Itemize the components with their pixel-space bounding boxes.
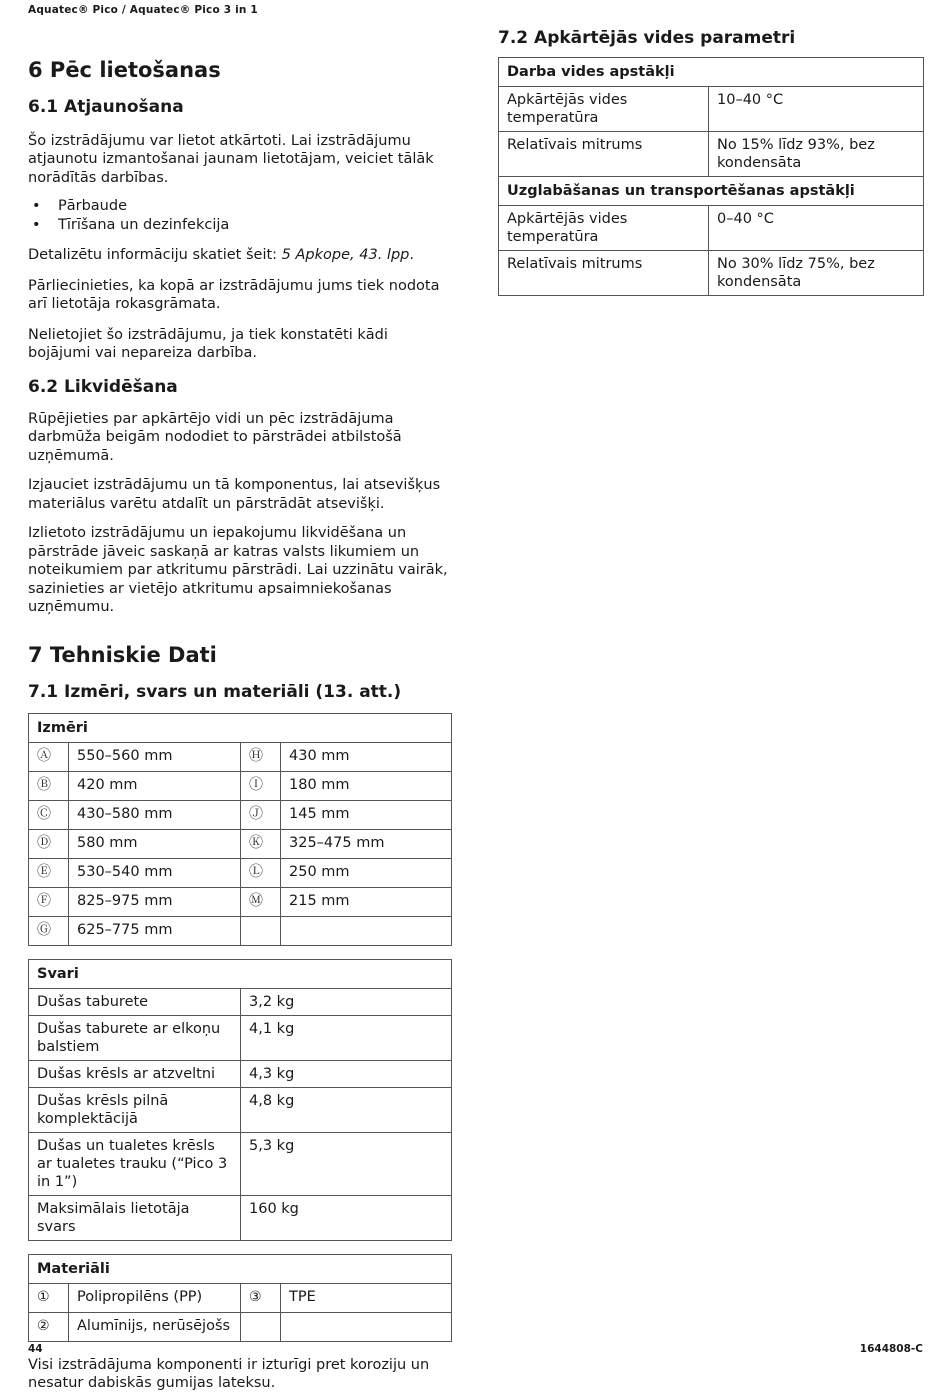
environment-table: [498, 57, 924, 296]
material-name: [281, 1312, 452, 1341]
section-7-1-title: 7.1 Izmēri, svars un materiāli (13. att.): [28, 682, 402, 703]
reference-suffix: .: [409, 247, 414, 264]
parameter-label: Apkārtējās vides temperatūra: [499, 87, 709, 132]
dimension-value: 215 mm: [281, 887, 452, 916]
dimension-symbol: Ⓕ: [29, 887, 69, 916]
list-item: • Pārbaude: [28, 197, 452, 216]
dimension-symbol: Ⓛ: [241, 858, 281, 887]
dimension-symbol: Ⓑ: [29, 771, 69, 800]
materials-table: [28, 1254, 452, 1342]
table-row: [29, 1312, 452, 1341]
parameter-value: 10–40 °C: [709, 87, 924, 132]
disposal-paragraph-1: Rūpējieties par apkārtējo vidi un pēc izstrādājuma darbmūža beigām nododiet to pārstrādei atbilstošā uzņēmumā.: [28, 410, 402, 464]
dimension-value: 625–775 mm: [69, 916, 241, 945]
table-row: [29, 858, 452, 887]
table-row: [29, 771, 452, 800]
dimension-symbol: Ⓔ: [29, 858, 69, 887]
document-code: 1644808-C: [859, 1343, 923, 1355]
material-name: Alumīnijs, nerūsējošs: [69, 1312, 241, 1341]
section-7-2-title: 7.2 Apkārtējās vides parametri: [498, 28, 796, 48]
damage-warning-paragraph: Nelietojiet šo izstrādājumu, ja tiek konstatēti kādi bojājumi vai nepareiza darbība.: [28, 326, 388, 362]
material-name: Polipropilēns (PP): [69, 1283, 241, 1312]
table-row: [29, 988, 452, 1015]
weight-label: Maksimālais lietotāja svars: [29, 1195, 241, 1240]
weight-value: 4,1 kg: [241, 1015, 452, 1060]
table-row: [29, 1132, 452, 1195]
weight-label: Dušas taburete: [29, 988, 241, 1015]
dimension-value: 430 mm: [281, 742, 452, 771]
dimension-value: 145 mm: [281, 800, 452, 829]
table-row: [499, 87, 924, 132]
dimension-symbol: [241, 916, 281, 945]
weight-label: Dušas krēsls ar atzveltni: [29, 1060, 241, 1087]
weight-value: 3,2 kg: [241, 988, 452, 1015]
table-row: [29, 800, 452, 829]
section-6-2-title: 6.2 Likvidēšana: [28, 376, 178, 397]
table-row: [499, 251, 924, 296]
dimension-value: 250 mm: [281, 858, 452, 887]
disposal-paragraph-2: Izjauciet izstrādājumu un tā komponentus, lai atsevišķus materiālus varētu atdalīt un pārstrādāt atsevišķi.: [28, 477, 441, 512]
parameter-value: 0–40 °C: [709, 206, 924, 251]
table-row: [29, 887, 452, 916]
section-7-title: 7 Tehniskie Dati: [28, 642, 217, 667]
dimension-value: [281, 916, 452, 945]
reference-prefix: Detalizētu informāciju skatiet šeit:: [28, 247, 282, 264]
weight-label: Dušas taburete ar elkoņu balstiem: [29, 1015, 241, 1060]
parameter-label: Apkārtējās vides temperatūra: [499, 206, 709, 251]
table-row: [29, 1195, 452, 1240]
material-symbol: [241, 1312, 281, 1341]
material-symbol: ②: [29, 1312, 69, 1341]
dimension-value: 325–475 mm: [281, 829, 452, 858]
table-row: [29, 829, 452, 858]
dimension-value: 825–975 mm: [69, 887, 241, 916]
table-row: [29, 1283, 452, 1312]
dimensions-table-header: Izmēri: [29, 713, 452, 742]
table-row: [29, 1060, 452, 1087]
dimension-value: 430–580 mm: [69, 800, 241, 829]
table-row: [499, 132, 924, 177]
reuse-intro: Šo izstrādājumu var lietot atkārtoti. Lai izstrādājumu atjaunotu izmantošanai jaunam lietotājam, veiciet tālāk norādītās darbības.: [28, 132, 434, 186]
material-symbol: ①: [29, 1283, 69, 1312]
dimension-value: 180 mm: [281, 771, 452, 800]
table-row: [29, 1087, 452, 1132]
dimension-symbol: Ⓜ: [241, 887, 281, 916]
running-header: Aquatec® Pico / Aquatec® Pico 3 in 1: [28, 4, 258, 16]
left-column: [28, 58, 452, 1393]
table-row: [499, 206, 924, 251]
parameter-label: Relatīvais mitrums: [499, 251, 709, 296]
list-item: • Tīrīšana un dezinfekcija: [28, 216, 452, 235]
dimension-symbol: Ⓓ: [29, 829, 69, 858]
material-symbol: ③: [241, 1283, 281, 1312]
corrosion-note: Visi izstrādājuma komponenti ir izturīgi pret koroziju un nesatur dabiskās gumijas lateksu.: [28, 1356, 430, 1392]
manual-handover-paragraph: Pārliecinieties, ka kopā ar izstrādājumu jums tiek nodota arī lietotāja rokasgrāmata.: [28, 277, 440, 313]
dimension-symbol: Ⓖ: [29, 916, 69, 945]
weights-table: [28, 959, 452, 1241]
weight-value: 5,3 kg: [241, 1132, 452, 1195]
right-column: [498, 28, 924, 296]
materials-table-header: Materiāli: [29, 1254, 452, 1283]
dimension-symbol: Ⓒ: [29, 800, 69, 829]
page-number: 44: [28, 1343, 43, 1355]
dimensions-table: [28, 713, 452, 946]
reuse-steps-list: [28, 197, 452, 234]
weight-value: 4,8 kg: [241, 1087, 452, 1132]
material-name: TPE: [281, 1283, 452, 1312]
dimension-value: 550–560 mm: [69, 742, 241, 771]
dimension-symbol: Ⓗ: [241, 742, 281, 771]
parameter-value: No 15% līdz 93%, bez kondensāta: [709, 132, 924, 177]
section-6-1-title: 6.1 Atjaunošana: [28, 97, 184, 118]
parameter-label: Relatīvais mitrums: [499, 132, 709, 177]
weights-table-header: Svari: [29, 959, 452, 988]
dimension-symbol: Ⓘ: [241, 771, 281, 800]
dimension-symbol: Ⓙ: [241, 800, 281, 829]
table-row: [29, 916, 452, 945]
storage-conditions-header: Uzglabāšanas un transportēšanas apstākļi: [499, 177, 924, 206]
dimension-value: 580 mm: [69, 829, 241, 858]
section-6-title: 6 Pēc lietošanas: [28, 58, 221, 82]
reference-link[interactable]: 5 Apkope, 43. lpp: [281, 247, 410, 264]
dimension-symbol: Ⓚ: [241, 829, 281, 858]
weight-value: 160 kg: [241, 1195, 452, 1240]
weight-label: Dušas un tualetes krēsls ar tualetes trauku (“Pico 3 in 1”): [29, 1132, 241, 1195]
dimension-value: 420 mm: [69, 771, 241, 800]
operating-conditions-header: Darba vides apstākļi: [499, 58, 924, 87]
reference-paragraph: [28, 246, 452, 265]
table-row: [29, 742, 452, 771]
dimension-symbol: Ⓐ: [29, 742, 69, 771]
disposal-paragraph-3: Izlietoto izstrādājumu un iepakojumu likvidēšana un pārstrāde jāveic saskaņā ar katras valsts likumiem un noteikumiem par atkritumu pārstrādi. Lai uzzinātu vairāk, sazinieties ar vietējo atkritumu apsaimniekošanas uzņēmumu.: [28, 525, 448, 616]
weight-label: Dušas krēsls pilnā komplektācijā: [29, 1087, 241, 1132]
weight-value: 4,3 kg: [241, 1060, 452, 1087]
dimension-value: 530–540 mm: [69, 858, 241, 887]
parameter-value: No 30% līdz 75%, bez kondensāta: [709, 251, 924, 296]
table-row: [29, 1015, 452, 1060]
